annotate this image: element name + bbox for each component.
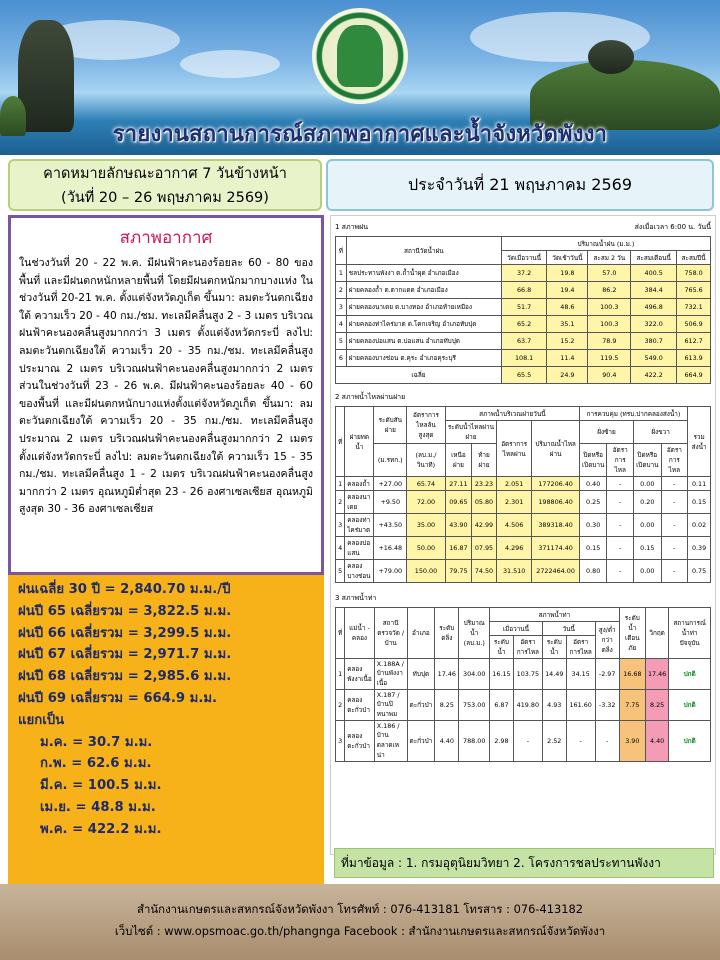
table-row [336,690,711,721]
rainfall-table [335,236,711,384]
rainfall-summary-panel [8,575,324,885]
col-no: ที่ [336,608,345,659]
table-cell: 1 [336,477,345,491]
table-cell: 0.30 [579,514,607,537]
table-cell: +79.00 [374,560,407,583]
table-cell: 72.00 [407,491,446,514]
col-today: วันนี้ [542,622,595,636]
table-cell: -2.97 [595,659,619,690]
table-cell: 384.4 [631,282,677,299]
table-cell: - [661,477,688,491]
rain-month-line: เม.ย. = 48.8 ม.ม. [40,799,156,815]
table-row [336,560,711,583]
table-cell: 35.1 [547,316,588,333]
table-cell: 1 [336,659,345,690]
table-cell: 57.0 [588,265,631,282]
report-date-box: ประจำวันที่ 21 พฤษภาคม 2569 [326,159,714,211]
seal-emblem-icon [337,25,383,87]
table-cell: 380.7 [631,333,677,350]
table-cell: 0.20 [634,491,662,514]
table-cell: 2 [336,282,347,299]
table-cell: 0.15 [688,491,711,514]
footer-web: เว็บไซต์ : www.opsmoac.go.th/phangnga Facebook : สำนักงานเกษตรและสหกรณ์จังหวัดพังงา [114,924,606,938]
section1-title: 1 สภาพฝน [335,223,368,231]
table-cell: 4.40 [645,721,668,762]
table-cell: 506.9 [677,316,711,333]
table-cell: 0.40 [579,477,607,491]
table-row [336,659,711,690]
table-cell: 4.296 [497,537,532,560]
table-cell: - [595,721,619,762]
table-cell: ปกติ [669,659,711,690]
page-title: รายงานสถานการณ์สภาพอากาศและน้ำจังหวัดพังงา [112,121,608,147]
table-cell: 0.11 [688,477,711,491]
table-cell: 613.9 [677,350,711,367]
col-no: ที่ [336,237,347,265]
rain-line: แยกเป็น [18,712,65,728]
table-cell: 758.0 [677,265,711,282]
table-cell: +16.48 [374,537,407,560]
table-cell: คลองพังงาเนื้อ [345,659,375,690]
col-rate: อัตราการไหล [513,636,542,659]
table-cell: ทับปุด [407,659,435,690]
forecast-period-box [8,159,322,211]
col-year: สะสมปีนี้ [677,251,711,265]
weir-flow-table [335,406,711,583]
weather-panel [8,215,324,575]
table-row [336,265,711,282]
table-cell: 35.00 [407,514,446,537]
table-cell: 103.75 [513,659,542,690]
unit: (ลบ.ม./วินาที) [407,444,446,477]
table-row [336,333,711,350]
col-diff: สูง/ต่ำกว่าตลิ่ง [595,622,619,659]
table-cell: +27.00 [374,477,407,491]
col-flowrate: อัตราการไหลผ่าน [497,421,532,477]
table-cell: - [607,477,634,491]
table-cell: 753.00 [459,690,490,721]
table-cell: 23.23 [471,477,496,491]
rain-line: ฝนปี 66 เฉลี่ยรวม = 3,299.5 ม.ม. [18,625,232,641]
table-cell: +43.50 [374,514,407,537]
table-cell: 1 [336,265,347,282]
table-cell: 14.49 [542,659,566,690]
table-cell: 43.90 [445,514,471,537]
table-cell: 100.3 [588,316,631,333]
table-cell: 496.8 [631,299,677,316]
unit: (ม.รทก.) [374,444,407,477]
table-cell: ฝายคลองบ่อแสน ต.บ่อแสน อำเภอทับปุด [346,333,501,350]
section3-head [335,593,711,604]
table-cell: 119.5 [588,350,631,367]
col-right: ฝั่งขวา [634,421,688,444]
table-cell: 4.40 [435,721,459,762]
balancing-rock [588,40,634,74]
table-row [336,721,711,762]
table-cell: 0.00 [634,514,662,537]
table-cell: 0.39 [688,537,711,560]
table-row [336,477,711,491]
footer-contact: สำนักงานเกษตรและสหกรณ์จังหวัดพังงา โทรศัพท์ : 076-413181 โทรสาร : 076-413182 [137,902,583,916]
table-row [336,491,711,514]
section2-head [335,392,711,403]
table-cell: 42.99 [471,514,496,537]
table-cell: ตะกั่วป่า [407,690,435,721]
table-cell: - [661,514,688,537]
table-cell: 74.50 [471,560,496,583]
table-cell: 17.46 [435,659,459,690]
table-cell: 198806.40 [532,491,580,514]
section3-title: 3 สภาพน้ำท่า [335,594,377,602]
table-cell: คลองตะกั่วป่า [345,721,375,762]
col-rate-right: อัตราการไหล [661,444,688,477]
footer [0,884,720,960]
table-cell: 65.2 [501,316,546,333]
col-downstream: ท้ายฝาย [471,444,496,477]
table-cell: 4.506 [497,514,532,537]
table-cell: 732.1 [677,299,711,316]
table-cell: - [607,560,634,583]
table-cell: 612.7 [677,333,711,350]
table-cell: เฉลี่ย [336,367,502,384]
table-cell: ฝายคลองบางช่อน ต.คุระ อำเภอคุระบุรี [346,350,501,367]
table-cell: 51.7 [501,299,546,316]
table-cell: 0.80 [579,560,607,583]
forecast-line2: (วันที่ 20 – 26 พฤษภาคม 2569) [61,190,269,206]
table-cell: - [607,537,634,560]
table-cell: 0.00 [634,477,662,491]
col-district: อำเภอ [407,608,435,659]
table-cell: +9.50 [374,491,407,514]
sent-time: ส่งเมื่อเวลา 6:00 น. วันนี้ [634,223,711,231]
table-cell: 389318.40 [532,514,580,537]
table-cell: 05.80 [471,491,496,514]
table-cell: 2.98 [490,721,514,762]
section1-head [335,222,711,233]
table-cell: - [513,721,542,762]
table-cell: ปกติ [669,721,711,762]
table-cell: ชลประทานพังงา ต.ถ้ำน้ำผุด อำเภอเมือง [346,265,501,282]
table-cell: 400.5 [631,265,677,282]
table-cell: 79.75 [445,560,471,583]
col-rain-group: ปริมาณน้ำฝน (ม.ม.) [501,237,710,251]
table-cell: 664.9 [677,367,711,384]
table-row [336,316,711,333]
table-cell: - [661,537,688,560]
col-station: สถานีวัดน้ำฝน [346,237,501,265]
table-cell: 0.15 [579,537,607,560]
table-cell: 37.2 [501,265,546,282]
col-weir: ฝายทดน้ำ [345,407,374,477]
water-report-sheet [330,215,716,855]
table-cell: 161.60 [566,690,595,721]
rain-month-line: มี.ค. = 100.5 ม.ม. [40,778,162,794]
col-crest: ระดับสันฝาย [374,407,407,444]
weather-title: สภาพอากาศ [119,228,213,248]
col-warning: ระดับน้ำเตือนภัย [619,608,645,659]
col-status: สถานการณ์น้ำท่า ปัจจุบัน [669,608,711,659]
header-banner [0,0,720,155]
table-row [336,282,711,299]
table-cell: - [566,721,595,762]
col-yesterday: เมื่อวานนี้ [490,622,543,636]
col-volume: ปริมาณน้ำ (ลบ.ม.) [459,608,490,659]
table-cell: คลองตะกั่วป่า [345,690,375,721]
table-cell: ตะกั่วป่า [407,721,435,762]
data-source-note: ที่มาข้อมูล : 1. กรมอุตุนิยมวิทยา 2. โครงการชลประทานพังงา [334,848,714,878]
table-cell: ฝายคลองถ้ำ ต.ตากแดด อำเภอเมือง [346,282,501,299]
table-cell: 6 [336,350,347,367]
table-cell: 19.4 [547,282,588,299]
table-cell: คลองบางช่อน [345,560,374,583]
col-level: ระดับน้ำ [490,636,514,659]
col-runoff-state: สภาพน้ำท่า [490,608,620,622]
table-cell: 3 [336,721,345,762]
table-cell: X.186 / บ้านตลาดเหน่า [374,721,407,762]
table-cell: 2.051 [497,477,532,491]
rain-month-line: พ.ค. = 422.2 ม.ม. [40,821,162,837]
forecast-line1: คาดหมายลักษณะอากาศ 7 วันข้างหน้า [43,166,287,182]
table-cell: X.187 / บ้านปิหนาพม [374,690,407,721]
table-cell: - [661,560,688,583]
rain-line: ฝนปี 68 เฉลี่ยรวม = 2,985.6 ม.ม. [18,669,232,685]
table-cell: 2.301 [497,491,532,514]
col-maxflow: อัตราการไหลล้นสูงสุด [407,407,446,444]
ministry-seal-logo [312,8,408,104]
table-cell: 6.87 [490,690,514,721]
table-cell: 78.9 [588,333,631,350]
table-cell: 371174.40 [532,537,580,560]
table-cell: 66.8 [501,282,546,299]
table-cell: 4.93 [542,690,566,721]
table-cell: 27.11 [445,477,471,491]
col-left: ฝั่งซ้าย [579,421,633,444]
table-cell: 2722464.00 [532,560,580,583]
table-cell: 86.2 [588,282,631,299]
table-cell: 50.00 [407,537,446,560]
table-cell: 15.2 [547,333,588,350]
table-cell: 24.9 [547,367,588,384]
table-row [336,350,711,367]
table-cell: 31.510 [497,560,532,583]
table-cell: 0.25 [579,491,607,514]
col-total: รวมส่งน้ำ [688,407,711,477]
table-cell: 5 [336,560,345,583]
col-bank: ระดับตลิ่ง [435,608,459,659]
table-cell: 8.25 [435,690,459,721]
col-yesterday: วัดเมื่อวานนี้ [501,251,546,265]
col-level: ระดับน้ำ [542,636,566,659]
table-cell: 322.0 [631,316,677,333]
table-cell: 65.74 [407,477,446,491]
runoff-table [335,607,711,762]
table-cell: 3.90 [619,721,645,762]
table-cell: 3 [336,299,347,316]
table-cell: 16.68 [619,659,645,690]
table-cell: 8.25 [645,690,668,721]
table-cell: 48.6 [547,299,588,316]
table-cell: 19.8 [547,265,588,282]
table-cell: 3 [336,514,345,537]
table-cell: 2.52 [542,721,566,762]
table-cell: 0.75 [688,560,711,583]
table-row [336,537,711,560]
col-critical: วิกฤต [645,608,668,659]
table-cell: 7.75 [619,690,645,721]
table-cell: 63.7 [501,333,546,350]
col-gate-right: ปิดหรือเปิดบาน [634,444,662,477]
col-gate-left: ปิดหรือเปิดบาน [579,444,607,477]
col-month: สะสมเดือนนี้ [631,251,677,265]
table-cell: 108.1 [501,350,546,367]
col-rate-left: อัตราการไหล [607,444,634,477]
table-cell: 09.65 [445,491,471,514]
table-cell: 549.0 [631,350,677,367]
table-cell: 07.95 [471,537,496,560]
table-cell: - [607,514,634,537]
rain-month-line: ม.ค. = 30.7 ม.ม. [40,734,153,750]
rain-line: ฝนปี 69 เฉลี่ยรวม = 664.9 ม.ม. [18,690,218,706]
col-river: แม่น้ำ - คลอง [345,608,375,659]
col-today: วัดเช้าวันนี้ [547,251,588,265]
table-cell: ปกติ [669,690,711,721]
col-rate: อัตราการไหล [566,636,595,659]
table-cell: 150.00 [407,560,446,583]
table-cell: คลองนาเดย [345,491,374,514]
weather-description: ในช่วงวันที่ 20 - 22 พ.ค. มีฝนฟ้าคะนองร้อยละ 60 - 80 ของพื้นที่ และมีฝนตกหนักหลายพื้นที่ โดยมีฝนตกหนักมากบางแห่ง ในช่วงวันที่ 20-21 พ.ค. ตั้งแต่จังหวัดภูเก็ต ขึ้นมา: ลมตะวันตกเฉียงใต้ ความเร็ว 20 - 40 กม./ชม. ทะเลมีคลื่นสูง 2 - 3 เมตร บริเวณฝนฟ้าคะนองคลื่นสูงมากกว่า 3 เมตร ตั้งแต่จังหวัดกระบี่ ลงไป: ลมตะวันตกเฉียงใต้ ความเร็ว 20 - 35 กม./ชม. ทะเลมีคลื่นสูงประมาณ 2 เมตร บริเวณฝนฟ้าคะนองคลื่นสูงมากกว่า 2 เมตร ส่วนในช่วงวันที่ 23 - 26 พ.ค. มีฝนฟ้าคะนองร้อยละ 40 - 60 ของพื้นที่ และมีฝนตกหนักบางแห่งตั้งแต่จังหวัดภูเก็ต ขึ้นมา: ลมตะวันตกเฉียงใต้ ความเร็ว 20 - 35 กม./ชม. ทะเลมีคลื่นสูงประมาณ 2 เมตร บริเวณฝนฟ้าคะนองคลื่นสูงมากกว่า 2 เมตร ตั้งแต่จังหวัดกระบี่ ลงไป: ลมตะวันตกเฉียงใต้ ความเร็ว 15 - 35 กม./ชม. ทะเลมีคลื่นสูง 1 - 2 เมตร บริเวณฝนฟ้าคะนองคลื่นสูงมากกว่า 2 เมตร อุณหภูมิต่ำสุด 23 - 26 องศาเซลเซียส อุณหภูมิสูงสุด 30 - 36 องศาเซลเซียส [19,257,313,516]
cloud-shape [180,50,280,78]
table-cell: 177206.40 [532,477,580,491]
table-cell: ฝายคลองนาเดย ต.บางทอง อำเภอท้ายเหมือง [346,299,501,316]
table-cell: 2 [336,690,345,721]
table-cell: 16.15 [490,659,514,690]
table-cell: 16.87 [445,537,471,560]
table-cell: 0.15 [634,537,662,560]
col-weir-state: สภาพน้ำบริเวณฝายวันนี้ [445,407,579,421]
col-2day: สะสม 2 วัน [588,251,631,265]
col-volume: ปริมาณน้ำไหลผ่าน [532,421,580,477]
col-no: ที่ [336,407,345,477]
table-cell: X.188A / บ้านพังงาเนื้อ [374,659,407,690]
col-gauge: สถานีตรวจวัด / บ้าน [374,608,407,659]
table-cell: 65.5 [501,367,546,384]
table-cell: 765.6 [677,282,711,299]
table-cell: 788.00 [459,721,490,762]
average-row [336,367,711,384]
table-cell: 4 [336,537,345,560]
table-cell: 90.4 [588,367,631,384]
rain-line: ฝนเฉลี่ย 30 ปี = 2,840.70 ม.ม./ปี [18,582,231,597]
table-cell: 34.15 [566,659,595,690]
table-cell: 0.02 [688,514,711,537]
section2-title: 2 สภาพน้ำไหลผ่านฝาย [335,393,406,401]
table-cell: - [661,491,688,514]
col-control: การควบคุม (ทรบ.ปากคลองส่งน้ำ) [579,407,687,421]
rain-line: ฝนปี 67 เฉลี่ยรวม = 2,971.7 ม.ม. [18,647,232,663]
col-level: ระดับน้ำไหลผ่านฝาย [445,421,496,444]
table-row [336,299,711,316]
table-cell: คลองบ่อแสน [345,537,374,560]
table-cell: 2 [336,491,345,514]
table-cell: 422.2 [631,367,677,384]
table-cell: - [607,491,634,514]
table-cell: 304.00 [459,659,490,690]
table-cell: 17.46 [645,659,668,690]
table-cell: คลองถ้ำ [345,477,374,491]
table-row [336,514,711,537]
table-cell: 4 [336,316,347,333]
table-cell: 11.4 [547,350,588,367]
rain-month-line: ก.พ. = 62.6 ม.ม. [40,756,152,772]
col-upstream: เหนือฝาย [445,444,471,477]
table-cell: 419.80 [513,690,542,721]
table-cell: คลองท่าไคร่มาต [345,514,374,537]
table-cell: ฝายคลองท่าไคร่มาต ต.โคกเจริญ อำเภอทับปุด [346,316,501,333]
table-cell: -3.32 [595,690,619,721]
table-cell: 100.3 [588,299,631,316]
table-cell: 5 [336,333,347,350]
table-cell: 0.00 [634,560,662,583]
rain-line: ฝนปี 65 เฉลี่ยรวม = 3,822.5 ม.ม. [18,603,232,619]
